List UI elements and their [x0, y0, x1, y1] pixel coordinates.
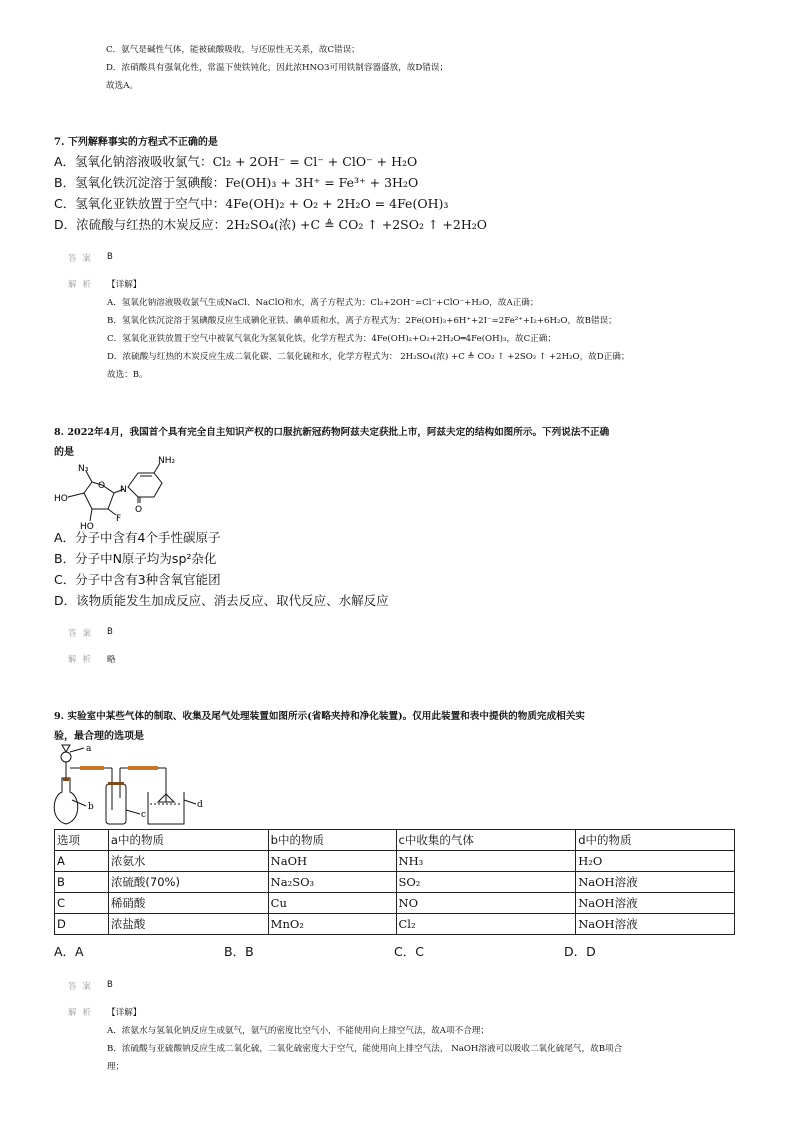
q7-analysis-c: C．氢氧化亚铁放置于空气中被氧气氧化为氢氧化铁，化学方程式为：4Fe(OH)₂+O₂+2H₂O═4Fe(OH)₃，故C正确； — [107, 334, 556, 344]
q7-option-c — [54, 194, 448, 212]
table-header-cell: c中收集的气体 — [396, 830, 576, 851]
q7-analysis-a: A．氢氧化钠溶液吸收氯气生成NaCl、NaClO和水，离子方程式为：Cl₂+2OH⁻=Cl⁻+ClO⁻+H₂O，故A正确； — [107, 298, 539, 308]
apparatus-label-a: a — [86, 744, 92, 754]
q8-analysis: 略 — [107, 655, 116, 665]
q7-option-b — [54, 173, 418, 191]
struct-nh2-label: NH₂ — [158, 456, 176, 466]
table-cell: SO₂ — [396, 872, 576, 893]
prev-analysis-choose: 故选A。 — [106, 81, 138, 91]
gas-apparatus-diagram — [50, 740, 210, 830]
q7-option-d — [54, 215, 487, 233]
q9-analysis-head: 【详解】 — [107, 1008, 142, 1018]
q7-option-a — [54, 152, 417, 170]
q7-analysis-choose: 故选：B。 — [107, 370, 148, 380]
table-cell: NaOH溶液 — [576, 893, 735, 914]
table-cell: 稀硝酸 — [108, 893, 268, 914]
apparatus-label-d: d — [197, 800, 203, 810]
table-cell: Na₂SO₃ — [268, 872, 396, 893]
q7-analysis-d: D．浓硫酸与红热的木炭反应生成二氧化碳、二氧化硫和水，化学方程式为： 2H₂SO₄(浓) +C ≜ CO₂ ↑ +2SO₂ ↑ +2H₂O，故D正确； — [107, 352, 630, 362]
q9-choice-a: A．A — [54, 944, 84, 959]
q7-option-a-label: A．氢氧化钠溶液吸收氯气： — [54, 154, 213, 169]
q7-option-c-label: C．氢氧化亚铁放置于空气中： — [54, 196, 226, 211]
table-header-cell: 选项 — [55, 830, 109, 851]
table-header-row — [55, 830, 735, 851]
q7-option-b-equation: Fe(OH)₃ + 3H⁺ = Fe³⁺ + 3H₂O — [225, 175, 419, 190]
q9-choice-b: B．B — [224, 944, 254, 959]
apparatus-label-b: b — [88, 802, 94, 812]
q9-choice-d: D．D — [564, 944, 596, 959]
q9-analysis-label: 解析 — [68, 1008, 98, 1018]
struct-carbonyl-oxygen-label: O — [135, 505, 143, 515]
table-cell: NO — [396, 893, 576, 914]
table-cell: H₂O — [576, 851, 735, 872]
q9-answer-label: 答案 — [68, 982, 98, 992]
q8-title-line2: 的是 — [54, 447, 74, 458]
struct-fluorine-label: F — [116, 514, 122, 524]
table-cell: A — [55, 851, 109, 872]
table-cell: 浓硫酸(70%) — [108, 872, 268, 893]
struct-ring-oxygen-label: O — [98, 481, 106, 491]
q9-title-line1: 9. 实验室中某些气体的制取、收集及尾气处理装置如图所示(省略夹持和净化装置)。仅用此装置和表中提供的物质完成相关实 — [54, 711, 585, 722]
q9-title-line2: 验，最合理的选项是 — [54, 731, 144, 742]
table-cell: 浓氨水 — [108, 851, 268, 872]
q7-option-c-equation: 4Fe(OH)₂ + O₂ + 2H₂O = 4Fe(OH)₃ — [225, 196, 449, 211]
apparatus-label-c: c — [141, 810, 147, 820]
struct-ring-nitrogen-label: N — [120, 485, 127, 495]
q8-option-d: D．该物质能发生加成反应、消去反应、取代反应、水解反应 — [54, 593, 389, 608]
table-row — [55, 872, 735, 893]
q8-option-c: C．分子中含有3种含氧官能团 — [54, 572, 221, 587]
table-row — [55, 893, 735, 914]
q7-option-d-label: D．浓硫酸与红热的木炭反应： — [54, 217, 227, 232]
q9-answer: B — [107, 980, 113, 990]
table-header-cell: b中的物质 — [268, 830, 396, 851]
q8-title-line1: 8. 2022年4月，我国首个具有完全自主知识产权的口服抗新冠药物阿兹夫定获批上市，阿兹夫定的结构如图所示。下列说法不正确 — [54, 427, 610, 438]
q7-answer: B — [107, 252, 113, 262]
table-cell: MnO₂ — [268, 914, 396, 935]
table-cell: NaOH — [268, 851, 396, 872]
table-header-cell: a中的物质 — [108, 830, 268, 851]
prev-analysis-line-d: D．浓硝酸具有强氧化性，常温下使铁钝化，因此浓HNO3可用铁制容器盛放，故D错误； — [106, 63, 449, 73]
table-row — [55, 851, 735, 872]
q8-option-b: B．分子中N原子均为sp²杂化 — [54, 551, 217, 566]
q7-analysis-label: 解析 — [68, 280, 98, 290]
azvudine-structure — [54, 455, 204, 530]
table-cell: Cl₂ — [396, 914, 576, 935]
q7-title: 7. 下列解释事实的方程式不正确的是 — [54, 137, 218, 148]
q9-analysis-b: B．浓硫酸与亚硫酸钠反应生成二氧化硫，二氧化硫密度大于空气，能使用向上排空气法， NaOH溶液可以吸收二氧化硫尾气，故B项合 — [107, 1044, 623, 1054]
q7-option-b-label: B．氢氧化铁沉淀溶于氢碘酸： — [54, 175, 226, 190]
table-cell: B — [55, 872, 109, 893]
q8-answer: B — [107, 627, 113, 637]
prev-analysis-line-c: C．氨气是碱性气体，能被硫酸吸收，与还原性无关系，故C错误； — [106, 45, 360, 55]
q9-analysis-b-cont: 理； — [107, 1062, 125, 1072]
q8-analysis-label: 解析 — [68, 655, 98, 665]
table-cell: NaOH溶液 — [576, 872, 735, 893]
table-cell: NH₃ — [396, 851, 576, 872]
table-cell: Cu — [268, 893, 396, 914]
table-cell: C — [55, 893, 109, 914]
table-cell: 浓盐酸 — [108, 914, 268, 935]
struct-ho-left-label: HO — [54, 494, 68, 504]
struct-n3-label: N₃ — [78, 464, 89, 474]
q9-analysis-a: A．浓氨水与氢氧化钠反应生成氨气，氨气的密度比空气小，不能使用向上排空气法，故A项不合理； — [107, 1026, 489, 1036]
struct-ho-bottom-label: HO — [80, 522, 94, 530]
q8-answer-label: 答案 — [68, 629, 98, 639]
q9-options-table — [54, 829, 735, 935]
q7-analysis-head: 【详解】 — [107, 280, 142, 290]
q9-choice-c: C．C — [394, 944, 424, 959]
q7-answer-label: 答案 — [68, 254, 98, 264]
q7-option-a-equation: Cl₂ + 2OH⁻ = Cl⁻ + ClO⁻ + H₂O — [212, 154, 418, 169]
q7-analysis-b: B．氢氧化铁沉淀溶于氢碘酸反应生成碘化亚铁、碘单质和水，离子方程式为：2Fe(OH)₃+6H⁺+2I⁻=2Fe²⁺+I₂+6H₂O，故B错误； — [107, 316, 617, 326]
table-cell: NaOH溶液 — [576, 914, 735, 935]
q8-option-a: A．分子中含有4个手性碳原子 — [54, 530, 221, 545]
table-cell: D — [55, 914, 109, 935]
table-header-cell: d中的物质 — [576, 830, 735, 851]
q7-option-d-equation: 2H₂SO₄(浓) +C ≜ CO₂ ↑ +2SO₂ ↑ +2H₂O — [226, 217, 488, 232]
table-row — [55, 914, 735, 935]
